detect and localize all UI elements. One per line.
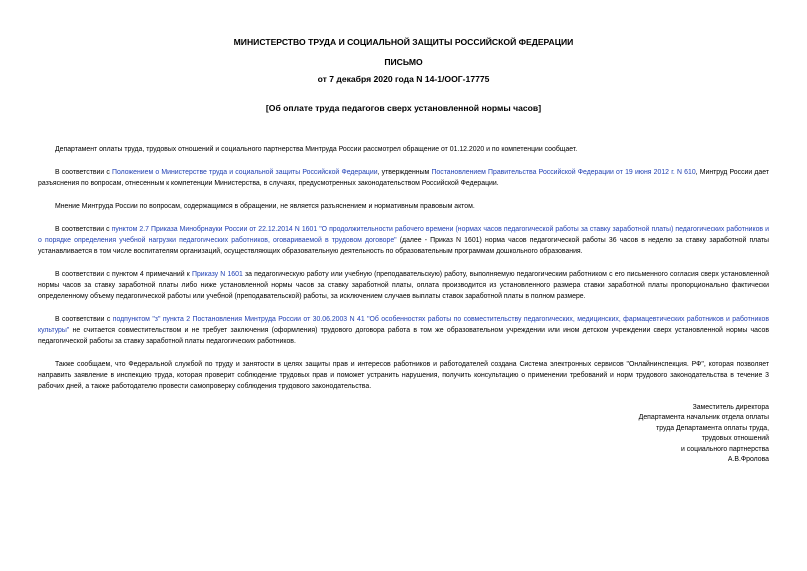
paragraph-text: В соответствии с xyxy=(55,226,112,233)
paragraph-4 xyxy=(38,224,769,257)
ministry-title: МИНИСТЕРСТВО ТРУДА И СОЦИАЛЬНОЙ ЗАЩИТЫ РОССИЙСКОЙ ФЕДЕРАЦИИ xyxy=(233,37,574,47)
paragraph-text: , Минтруд России дает разъяснения по вопросам, отнесенным к компетенции Министерства, в случаях, предусмотренных законодательством Российской Федерации. xyxy=(38,169,770,187)
link-order-1601-clause[interactable]: пунктом 2.7 Приказа Минобрнауки России от 22.12.2014 N 1601 "О продолжительности рабочего времени (нормах часов педагогической работы за ставку заработной платы) педагогических работников и о порядке определения учебной нагрузки педагогических работников, оговариваемой в трудовом договоре" xyxy=(38,226,770,244)
link-mintrud-decree-41[interactable]: подпунктом "з" пункта 2 Постановления Минтруда России от 30.06.2003 N 41 "Об особенностях работы по совместительству педагогических, медицинских, фармацевтических работников и работников культуры" xyxy=(38,316,769,334)
paragraph-5 xyxy=(38,269,769,302)
letter-body xyxy=(38,144,769,404)
paragraph-1: Департамент оплаты труда, трудовых отношений и социального партнерства Минтруда России рассмотрел обращение от 01.12.2020 и по компетенции сообщает. xyxy=(55,146,578,153)
signature-line: Департамента начальник отдела оплаты xyxy=(638,414,769,422)
document-type: ПИСЬМО xyxy=(384,57,423,67)
paragraph-text: В соответствии с xyxy=(55,169,113,176)
paragraph-text: (далее - Приказ N 1601) норма часов педагогической работы 36 часов в неделю за ставку заработной платы устанавливается в том числе воспитателям организаций, осуществляющих образовательную деятельность по образовательным программам дошкольного образования. xyxy=(38,237,769,255)
signature-line: Заместитель директора xyxy=(692,404,769,411)
signature-line: трудовых отношений xyxy=(701,435,769,443)
signature-block xyxy=(639,403,769,465)
document-date: от 7 декабря 2020 года N 14-1/ООГ-17775 xyxy=(317,74,490,84)
paragraph-text: В соответствии с пунктом 4 примечаний к xyxy=(55,271,193,278)
paragraph-text: , утвержденным xyxy=(377,169,432,176)
paragraph-text: В соответствии с xyxy=(55,316,113,323)
paragraph-7: Также сообщаем, что Федеральной службой по труду и занятости в целях защиты прав и интересов работников и работодателей создана Система электронных сервисов "Онлайнинспекция. РФ", которая позволяет направить заявление в инспекцию труда, которая проверит соблюдение трудовых прав и поможет устранить нарушения, получить консультацию о применении требований и норм трудового законодательства в течение 3 рабочих дней, а также работодателю провести самопроверку соблюдения трудового законодательства. xyxy=(38,361,769,390)
signature-line: труда Департамента оплаты труда, xyxy=(656,424,769,432)
link-regulation[interactable]: Положением о Министерстве труда и социальной защиты Российской Федерации xyxy=(112,169,378,176)
link-order-1601[interactable]: Приказу N 1601 xyxy=(192,271,243,278)
paragraph-text: за педагогическую работу или учебную (преподавательскую) работу, выполняемую педагогическим работником с его письменного согласия сверх установленной нормы часов за ставку заработной платы либо ниже установленной нормы часов за ставку заработной платы, оплата производится из установленного размера ставки заработной платы пропорционально фактически определенному объему педагогической работы или учебной (преподавательской) работы, за исключением случаев выплаты ставок заработной платы в полном размере. xyxy=(38,271,769,300)
signature-line: и социального партнерства xyxy=(681,445,769,453)
paragraph-text: не считается совместительством и не требует заключения (оформления) трудового договора работа в том же образовательном учреждении или ином детском учреждении сверх установленной нормы часов педагогической работы за ставку заработной платы педагогических работников. xyxy=(38,327,769,345)
paragraph-6 xyxy=(38,314,769,347)
paragraph-2 xyxy=(38,167,769,189)
paragraph-3: Мнение Минтруда России по вопросам, содержащимся в обращении, не является разъяснением и нормативным правовым актом. xyxy=(55,203,475,210)
document-subject: [Об оплате труда педагогов сверх установленной нормы часов] xyxy=(265,103,542,113)
signatory-name: А.В.Фролова xyxy=(727,456,769,464)
link-government-decree[interactable]: Постановлением Правительства Российской Федерации от 19 июня 2012 г. N 610 xyxy=(431,169,696,176)
